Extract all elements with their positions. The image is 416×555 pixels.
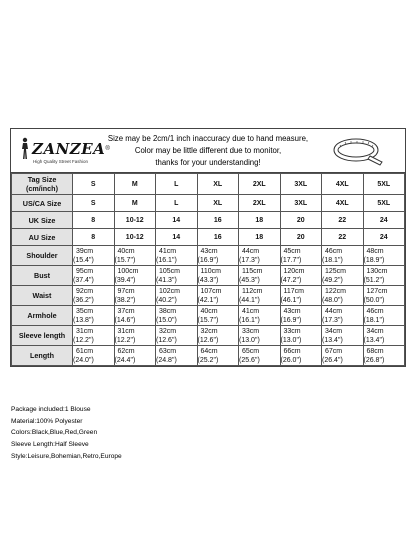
size-cell: 18 bbox=[239, 212, 281, 229]
cm-value: 32cm bbox=[200, 327, 218, 335]
measurement-row bbox=[12, 326, 405, 346]
cm-value: 40cm bbox=[200, 307, 218, 315]
cm-value: 34cm bbox=[366, 327, 384, 335]
measurement-cell bbox=[156, 286, 198, 306]
measurement-cell bbox=[322, 266, 364, 286]
size-cell: 14 bbox=[156, 229, 198, 246]
package-line: Material:100% Polyester bbox=[11, 417, 83, 425]
inch-value: (25.6") bbox=[239, 356, 260, 364]
size-cell: L bbox=[156, 195, 198, 212]
inch-value: (13.4") bbox=[363, 336, 385, 344]
size-conversion-row bbox=[12, 212, 405, 229]
inch-value: (15.7") bbox=[197, 316, 219, 324]
measurement-cell bbox=[197, 346, 239, 366]
inch-value: (17.3") bbox=[322, 316, 343, 324]
cm-value: 97cm bbox=[117, 287, 135, 295]
inch-value: (12.2") bbox=[73, 336, 94, 344]
cm-value: 61cm bbox=[76, 347, 94, 355]
inch-value: (14.6") bbox=[114, 316, 136, 324]
inch-value: (16.1") bbox=[156, 256, 177, 264]
cm-value: 37cm bbox=[117, 307, 135, 315]
inch-value: (42.1") bbox=[197, 296, 219, 304]
inch-value: (15.4") bbox=[73, 256, 94, 264]
size-cell: 24 bbox=[363, 229, 405, 246]
inch-value: (43.3") bbox=[197, 276, 219, 284]
measurement-cell bbox=[73, 266, 115, 286]
cm-value: 46cm bbox=[325, 247, 343, 255]
measurement-cell bbox=[239, 346, 281, 366]
inch-value: (39.4") bbox=[114, 276, 136, 284]
inch-value: (13.8") bbox=[73, 316, 94, 324]
cm-value: 32cm bbox=[159, 327, 177, 335]
cm-value: 41cm bbox=[242, 307, 260, 315]
measurement-cell bbox=[73, 346, 115, 366]
measurement-cell bbox=[239, 266, 281, 286]
size-cell: 14 bbox=[156, 212, 198, 229]
measurement-cell bbox=[322, 326, 364, 346]
inch-value: (37.4") bbox=[73, 276, 94, 284]
inch-value: (16.9") bbox=[280, 316, 302, 324]
size-header: S bbox=[73, 174, 115, 195]
measurement-cell bbox=[363, 346, 405, 366]
size-cell: 24 bbox=[363, 212, 405, 229]
measurement-notice bbox=[103, 129, 313, 172]
inch-value: (15.0") bbox=[156, 316, 177, 324]
cm-value: 125cm bbox=[325, 267, 347, 275]
package-info bbox=[11, 404, 122, 463]
measurement-cell bbox=[322, 286, 364, 306]
measurement-row bbox=[12, 266, 405, 286]
inch-value: (13.0") bbox=[280, 336, 302, 344]
tag-size-row bbox=[12, 174, 405, 195]
inch-value: (26.4") bbox=[322, 356, 343, 364]
inch-value: (50.0") bbox=[363, 296, 385, 304]
cm-value: 40cm bbox=[117, 247, 135, 255]
cm-value: 117cm bbox=[283, 287, 304, 295]
notice-line: thanks for your understanding! bbox=[155, 157, 261, 167]
size-header: 2XL bbox=[239, 174, 281, 195]
inch-value: (47.2") bbox=[280, 276, 302, 284]
measurement-cell bbox=[114, 326, 156, 346]
size-cell: 22 bbox=[322, 229, 364, 246]
measurement-cell bbox=[156, 246, 198, 266]
measurement-cell bbox=[280, 346, 322, 366]
cm-value: 100cm bbox=[117, 267, 139, 275]
inch-value: (26.8") bbox=[363, 356, 385, 364]
inch-value: (48.0") bbox=[322, 296, 343, 304]
inch-value: (45.3") bbox=[239, 276, 260, 284]
row-label: Shoulder bbox=[12, 246, 73, 266]
package-line: Package included:1 Blouse bbox=[11, 406, 91, 413]
row-label: UK Size bbox=[12, 212, 73, 229]
cm-value: 43cm bbox=[283, 307, 301, 315]
cm-value: 31cm bbox=[76, 327, 94, 335]
size-cell: 16 bbox=[197, 212, 239, 229]
measurement-cell bbox=[197, 266, 239, 286]
row-label: Bust bbox=[12, 266, 73, 286]
measurement-cell bbox=[197, 246, 239, 266]
inch-value: (44.1") bbox=[239, 296, 260, 304]
inch-value: (36.2") bbox=[73, 296, 94, 304]
notice-line: Size may be 2cm/1 inch inaccuracy due to hand measure, bbox=[107, 133, 309, 143]
size-cell: 20 bbox=[280, 229, 322, 246]
size-table bbox=[11, 173, 405, 366]
measurement-cell bbox=[280, 266, 322, 286]
measurement-cell bbox=[197, 306, 239, 326]
row-label: AU Size bbox=[12, 229, 73, 246]
size-cell: 2XL bbox=[239, 195, 281, 212]
cm-value: 112cm bbox=[242, 287, 263, 295]
brand-tagline: High Quality Street Fashion bbox=[33, 159, 89, 164]
measurement-cell bbox=[73, 246, 115, 266]
cm-value: 62cm bbox=[117, 347, 135, 355]
cm-value: 41cm bbox=[159, 247, 177, 255]
brand-name: ZANZEA bbox=[32, 140, 106, 158]
size-cell: 22 bbox=[322, 212, 364, 229]
cm-value: 115cm bbox=[242, 267, 263, 275]
size-cell: 20 bbox=[280, 212, 322, 229]
inch-value: (46.1") bbox=[280, 296, 302, 304]
inch-value: (40.2") bbox=[156, 296, 177, 304]
measurement-cell bbox=[322, 346, 364, 366]
measurement-cell bbox=[363, 246, 405, 266]
measurement-cell bbox=[114, 346, 156, 366]
inch-value: (17.3") bbox=[239, 256, 260, 264]
inch-value: (41.3") bbox=[156, 276, 177, 284]
size-cell: 8 bbox=[73, 229, 115, 246]
measurement-row bbox=[12, 346, 405, 366]
size-header: L bbox=[156, 174, 198, 195]
inch-value: (38.2") bbox=[114, 296, 136, 304]
measurement-cell bbox=[156, 326, 198, 346]
inch-value: (17.7") bbox=[280, 256, 302, 264]
cm-value: 68cm bbox=[366, 347, 384, 355]
size-cell: 3XL bbox=[280, 195, 322, 212]
inch-value: (18.9") bbox=[363, 256, 385, 264]
cm-value: 33cm bbox=[242, 327, 260, 335]
tag-size-label: Tag Size (cm/inch) bbox=[12, 174, 73, 195]
cm-value: 92cm bbox=[76, 287, 94, 295]
row-label: Armhole bbox=[12, 306, 73, 326]
size-header: 5XL bbox=[363, 174, 405, 195]
measurement-cell bbox=[239, 286, 281, 306]
registered-mark: ® bbox=[105, 146, 110, 152]
cm-value: 63cm bbox=[159, 347, 177, 355]
size-cell: 10-12 bbox=[114, 229, 156, 246]
row-label: Sleeve length bbox=[12, 326, 73, 346]
row-label: Waist bbox=[12, 286, 73, 306]
size-cell: 5XL bbox=[363, 195, 405, 212]
cm-value: 31cm bbox=[117, 327, 135, 335]
inch-value: (24.8") bbox=[156, 356, 177, 364]
cm-value: 44cm bbox=[325, 307, 343, 315]
measurement-cell bbox=[322, 306, 364, 326]
row-label: US/CA Size bbox=[12, 195, 73, 212]
package-line: Sleeve Length:Half Sleeve bbox=[11, 441, 89, 449]
size-cell: XL bbox=[197, 195, 239, 212]
measurement-cell bbox=[363, 266, 405, 286]
inch-value: (51.2") bbox=[363, 276, 385, 284]
measurement-cell bbox=[114, 306, 156, 326]
size-conversion-row bbox=[12, 229, 405, 246]
measurement-row bbox=[12, 286, 405, 306]
measurement-cell bbox=[280, 326, 322, 346]
measurement-cell bbox=[363, 306, 405, 326]
inch-value: (24.4") bbox=[114, 356, 136, 364]
measurement-cell bbox=[197, 286, 239, 306]
inch-value: (12.2") bbox=[114, 336, 136, 344]
cm-value: 38cm bbox=[159, 307, 177, 315]
cm-value: 67cm bbox=[325, 347, 343, 355]
cm-value: 110cm bbox=[200, 267, 221, 275]
size-cell: 18 bbox=[239, 229, 281, 246]
measurement-cell bbox=[114, 286, 156, 306]
size-header: M bbox=[114, 174, 156, 195]
measurement-cell bbox=[197, 326, 239, 346]
cm-value: 130cm bbox=[366, 267, 388, 275]
measurement-cell bbox=[239, 246, 281, 266]
inch-value: (25.2") bbox=[197, 356, 219, 364]
cm-value: 120cm bbox=[283, 267, 305, 275]
cm-value: 46cm bbox=[366, 307, 384, 315]
cm-value: 33cm bbox=[283, 327, 301, 335]
size-cell: 8 bbox=[73, 212, 115, 229]
inch-value: (18.1") bbox=[363, 316, 385, 324]
size-chart-header bbox=[11, 129, 405, 173]
inch-value: (26.0") bbox=[280, 356, 302, 364]
inch-value: (13.4") bbox=[322, 336, 343, 344]
measurement-cell bbox=[280, 246, 322, 266]
cm-value: 44cm bbox=[242, 247, 260, 255]
cm-value: 102cm bbox=[159, 287, 181, 295]
size-cell: 10-12 bbox=[114, 212, 156, 229]
measurement-cell bbox=[239, 326, 281, 346]
measurement-cell bbox=[73, 326, 115, 346]
tape-measure-icon bbox=[313, 129, 405, 172]
row-label: Length bbox=[12, 346, 73, 366]
size-conversion-row bbox=[12, 195, 405, 212]
measurement-cell bbox=[156, 266, 198, 286]
size-cell: 16 bbox=[197, 229, 239, 246]
inch-value: (16.1") bbox=[239, 316, 260, 324]
size-cell: M bbox=[114, 195, 156, 212]
cm-value: 45cm bbox=[283, 247, 301, 255]
size-header: 3XL bbox=[280, 174, 322, 195]
notice-line: Color may be little different due to monitor, bbox=[134, 145, 282, 155]
measurement-cell bbox=[322, 246, 364, 266]
brand-logo bbox=[11, 129, 110, 172]
size-cell: 4XL bbox=[322, 195, 364, 212]
inch-value: (12.6") bbox=[197, 336, 219, 344]
cm-value: 105cm bbox=[159, 267, 181, 275]
size-chart bbox=[10, 128, 406, 367]
inch-value: (15.7") bbox=[114, 256, 136, 264]
inch-value: (16.9") bbox=[197, 256, 219, 264]
measurement-cell bbox=[280, 306, 322, 326]
inch-value: (24.0") bbox=[73, 356, 94, 364]
measurement-cell bbox=[363, 326, 405, 346]
cm-value: 65cm bbox=[242, 347, 260, 355]
inch-value: (12.6") bbox=[156, 336, 177, 344]
measurement-cell bbox=[280, 286, 322, 306]
woman-silhouette-icon bbox=[19, 137, 31, 161]
cm-value: 127cm bbox=[366, 287, 388, 295]
cm-value: 35cm bbox=[76, 307, 94, 315]
measurement-cell bbox=[114, 266, 156, 286]
inch-value: (13.0") bbox=[239, 336, 260, 344]
package-line: Colors:Black,Blue,Red,Green bbox=[11, 429, 98, 437]
cm-value: 66cm bbox=[283, 347, 301, 355]
measurement-row bbox=[12, 306, 405, 326]
measurement-cell bbox=[73, 306, 115, 326]
cm-value: 39cm bbox=[76, 247, 94, 255]
inch-value: (49.2") bbox=[322, 276, 343, 284]
measurement-cell bbox=[363, 286, 405, 306]
size-cell: S bbox=[73, 195, 115, 212]
inch-value: (18.1") bbox=[322, 256, 343, 264]
package-line: Style:Leisure,Bohemian,Retro,Europe bbox=[11, 452, 122, 460]
measurement-cell bbox=[239, 306, 281, 326]
cm-value: 48cm bbox=[366, 247, 384, 255]
size-header: XL bbox=[197, 174, 239, 195]
measurement-cell bbox=[156, 346, 198, 366]
measurement-cell bbox=[114, 246, 156, 266]
cm-value: 34cm bbox=[325, 327, 343, 335]
cm-value: 95cm bbox=[76, 267, 94, 275]
measurement-cell bbox=[73, 286, 115, 306]
measurement-cell bbox=[156, 306, 198, 326]
size-header: 4XL bbox=[322, 174, 364, 195]
cm-value: 107cm bbox=[200, 287, 222, 295]
cm-value: 122cm bbox=[325, 287, 347, 295]
cm-value: 64cm bbox=[200, 347, 218, 355]
measurement-row bbox=[12, 246, 405, 266]
cm-value: 43cm bbox=[200, 247, 218, 255]
